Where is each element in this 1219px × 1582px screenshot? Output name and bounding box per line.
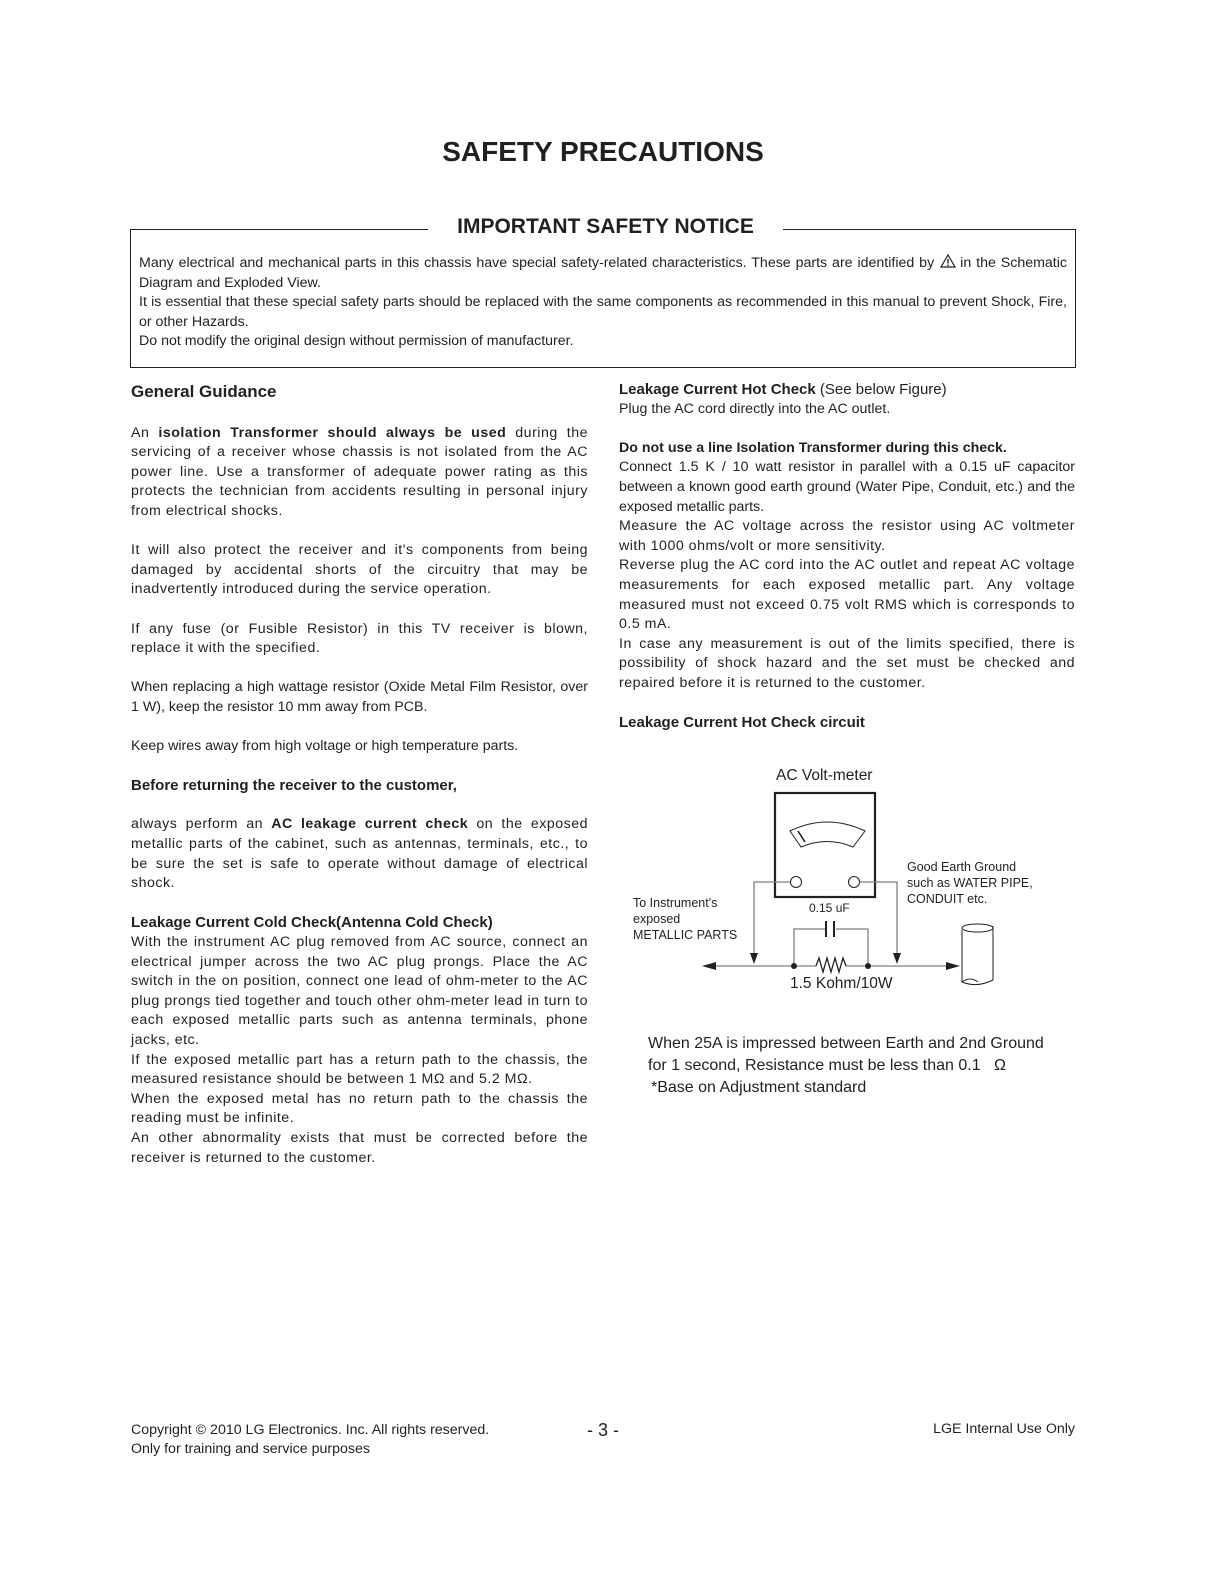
left-label-line: exposed bbox=[633, 912, 681, 926]
before-returning-heading: Before returning the receiver to the customer, bbox=[131, 777, 457, 795]
before-returning-paragraph bbox=[131, 815, 588, 893]
notice-text: in the Schematic Diagram and Exploded View. bbox=[139, 255, 1067, 291]
guidance-paragraph-1 bbox=[131, 424, 588, 522]
left-column bbox=[131, 380, 588, 1168]
hot-check-paragraph-2: Connect 1.5 K / 10 watt resistor in parallel with a 0.15 uF capacitor between a known good earth ground (Water Pipe, Conduit, etc.) and the exposed metallic parts. bbox=[619, 459, 1075, 515]
heading-text: Leakage Current Hot Check bbox=[619, 381, 816, 398]
resistor-label: 1.5 Kohm/10W bbox=[790, 975, 893, 992]
cold-check-paragraph-1: With the instrument AC plug removed from AC source, connect an electrical jumper across the two AC plug prongs. Place the AC switch in the on position, connect one lead of ohm-meter to the AC plug prongs tied together and touch other ohm-meter lead in turn to each exposed metallic parts such as antenna terminals, phone jacks, etc. bbox=[131, 934, 588, 1048]
general-guidance-heading: General Guidance bbox=[131, 382, 277, 401]
hot-check-heading bbox=[619, 380, 1075, 400]
circuit-heading: Leakage Current Hot Check circuit bbox=[619, 714, 865, 732]
note-line-2 bbox=[648, 1055, 1078, 1077]
note-line-3: *Base on Adjustment standard bbox=[651, 1079, 867, 1096]
left-label-line: METALLIC PARTS bbox=[633, 928, 738, 942]
bold-text: AC leakage current check bbox=[271, 816, 469, 833]
guidance-paragraph-3: If any fuse (or Fusible Resistor) in this TV receiver is blown, replace it with the specified. bbox=[131, 620, 588, 657]
hot-check-paragraph-3: Measure the AC voltage across the resistor using AC voltmeter with 1000 ohms/volt or more sensitivity. bbox=[619, 518, 1075, 554]
purpose-text: Only for training and service purposes bbox=[131, 1440, 370, 1457]
notice-paragraph-1 bbox=[139, 254, 1067, 293]
right-label-line: CONDUIT etc. bbox=[907, 892, 988, 906]
note-text: for 1 second, Resistance must be less than 0.1 bbox=[648, 1057, 981, 1074]
copyright-text: Copyright © 2010 LG Electronics. Inc. All rights reserved. bbox=[131, 1422, 490, 1438]
note-line-1: When 25A is impressed between Earth and 2nd Ground bbox=[648, 1035, 1044, 1052]
notice-text: Many electrical and mechanical parts in this chassis have special safety-related characteristics. These parts are identified by bbox=[139, 255, 935, 271]
text: An bbox=[131, 424, 150, 441]
ground-resistance-note bbox=[648, 1033, 1078, 1099]
page-number: - 3 - bbox=[586, 1420, 619, 1440]
right-column bbox=[619, 380, 1075, 733]
text: on the exposed metallic parts of the cabinet, such as antennas, terminals, etc., to be sure the set is safe to operate without damage of electrical shock. bbox=[131, 816, 588, 892]
cold-check-heading: Leakage Current Cold Check(Antenna Cold Check) bbox=[131, 914, 493, 932]
page-title: SAFETY PRECAUTIONS bbox=[442, 136, 764, 167]
notice-heading: IMPORTANT SAFETY NOTICE bbox=[428, 212, 783, 242]
ohm-symbol: Ω bbox=[993, 1057, 1006, 1074]
cold-check-paragraph-3: When the exposed metal has no return path to the chassis the reading must be infinite. bbox=[131, 1090, 588, 1127]
footer-copyright bbox=[131, 1421, 489, 1458]
hot-check-paragraph-5: In case any measurement is out of the limits specified, there is possibility of shock hazard and the set must be checked and repaired before it is returned to the customer. bbox=[619, 635, 1075, 691]
right-label bbox=[907, 859, 1033, 907]
right-label-line: such as WATER PIPE, bbox=[907, 876, 1033, 890]
warning-triangle-icon bbox=[940, 254, 956, 268]
right-label-line: Good Earth Ground bbox=[907, 860, 1017, 874]
leakage-hot-check-circuit-diagram bbox=[620, 760, 1080, 1010]
cold-check-paragraph-2: If the exposed metallic part has a return path to the chassis, the measured resistance should be between 1 MΩ and 5.2 MΩ. bbox=[131, 1051, 588, 1088]
bold-text: isolation Transformer should always be used bbox=[158, 424, 507, 441]
hot-check-warning: Do not use a line Isolation Transformer during this check. bbox=[619, 439, 1007, 456]
left-label-line: To Instrument's bbox=[633, 896, 718, 910]
heading-suffix: (See below Figure) bbox=[819, 381, 947, 398]
left-label bbox=[633, 895, 737, 943]
hot-check-paragraph-4: Reverse plug the AC cord into the AC outlet and repeat AC voltage measurements for each exposed metallic part. Any voltage measured must not exceed 0.75 volt RMS which is corresponds to 0.5 mA. bbox=[619, 557, 1075, 633]
text: during the servicing of a receiver whose chassis is not isolated from the AC power line. Use a transformer of adequate power rating as this protects the technician from accidents resulting in personal injury from electrical shocks. bbox=[131, 424, 588, 519]
notice-paragraph-2: It is essential that these special safety parts should be replaced with the same components as recommended in this manual to prevent Shock, Fire, or other Hazards. bbox=[139, 294, 1067, 330]
notice-body bbox=[139, 254, 1067, 352]
guidance-paragraph-4: When replacing a high wattage resistor (Oxide Metal Film Resistor, over 1 W), keep the resistor 10 mm away from PCB. bbox=[131, 679, 588, 715]
hot-check-paragraph-1: Plug the AC cord directly into the AC outlet. bbox=[619, 400, 891, 417]
text: always perform an bbox=[131, 816, 263, 833]
capacitor-label: 0.15 uF bbox=[809, 901, 850, 915]
meter-label: AC Volt-meter bbox=[776, 767, 873, 784]
guidance-paragraph-2: It will also protect the receiver and it's components from being damaged by accidental shorts of the circuitry that may be inadvertently introduced during the service operation. bbox=[131, 542, 588, 598]
guidance-paragraph-5: Keep wires away from high voltage or high temperature parts. bbox=[131, 738, 519, 755]
internal-use-label: LGE Internal Use Only bbox=[933, 1421, 1075, 1437]
notice-paragraph-3: Do not modify the original design without permission of manufacturer. bbox=[139, 333, 574, 350]
cold-check-paragraph-4: An other abnormality exists that must be corrected before the receiver is returned to the customer. bbox=[131, 1129, 588, 1166]
